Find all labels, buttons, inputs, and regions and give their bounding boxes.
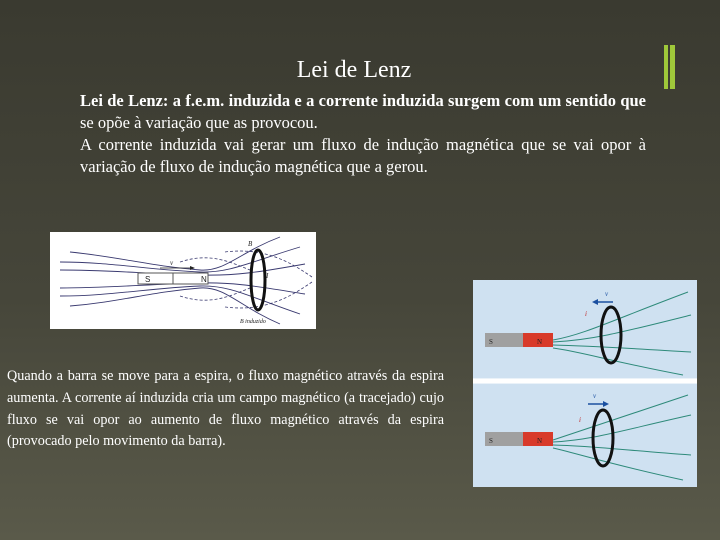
top-i-label: i	[585, 310, 587, 318]
paragraph-1-bold: Lei de Lenz: a f.e.m. induzida e a corrente induzida surgem com um sentido que	[80, 91, 646, 110]
induced-field-line	[225, 282, 312, 308]
bottom-i-label: i	[579, 416, 581, 424]
paragraph-2: A corrente induzida vai gerar um fluxo de indução magnética que se vai opor à variação de fluxo de indução magnética que a gerou.	[80, 135, 646, 176]
induced-field-line	[225, 251, 312, 277]
bottom-s-label: S	[489, 437, 493, 445]
current-label: I	[266, 272, 269, 280]
slide-title: Lei de Lenz	[296, 57, 412, 83]
bottom-n-label: N	[537, 437, 543, 445]
magnet-n-label: N	[201, 275, 207, 284]
velocity-label: v	[170, 259, 174, 267]
field-line	[60, 283, 305, 294]
slide-body	[80, 90, 646, 178]
induced-b-label: B induzido	[240, 319, 266, 325]
top-n-label: N	[537, 338, 543, 346]
magnet-loop-diagram	[50, 232, 316, 329]
paragraph-1	[80, 90, 646, 134]
magnet-coil-figure	[473, 280, 697, 487]
paragraph-1-rest: se opõe à variação que as provocou.	[80, 113, 318, 132]
top-s-label: S	[489, 338, 493, 346]
figure-caption: Quando a barra se move para a espira, o fluxo magnético através da espira aumenta. A corrente aí induzida cria um campo magnético (a tracejado) cujo fluxo se vai opor ao aumento de fluxo magnético através da espira (provocado pelo movimento da barra).	[7, 368, 444, 450]
bottom-v-label: v	[593, 392, 597, 400]
b-label: B	[248, 240, 253, 248]
top-v-label: v	[605, 290, 609, 298]
wire-loop	[251, 250, 265, 310]
magnet-loop-figure	[50, 232, 316, 329]
magnet-coil-diagram	[473, 280, 697, 487]
magnet-s-label: S	[145, 275, 151, 284]
